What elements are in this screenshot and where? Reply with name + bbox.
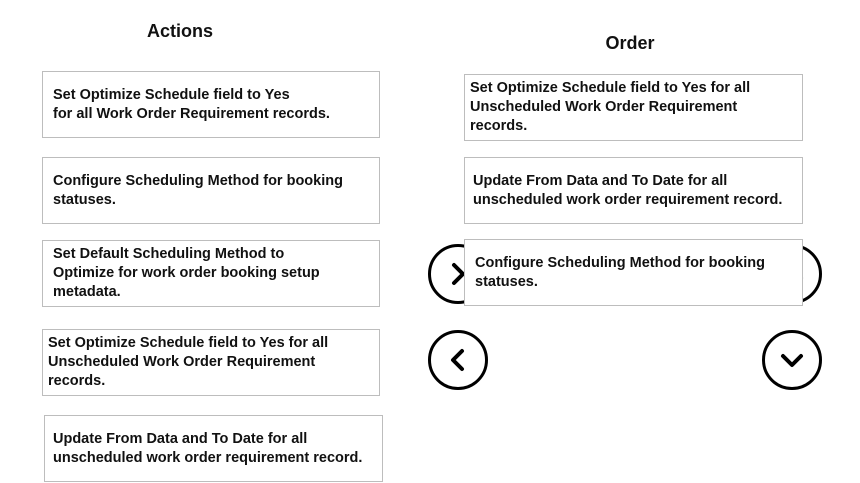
actions-heading: Actions [146, 21, 213, 41]
order-item[interactable] [464, 74, 803, 141]
order-item[interactable] [464, 239, 803, 306]
action-item[interactable] [42, 157, 380, 224]
order-item[interactable] [464, 157, 803, 224]
order-item-label: Configure Scheduling Method for booking statuses. [475, 254, 765, 290]
action-item[interactable] [42, 240, 380, 307]
order-item-label: Update From Data and To Date for all unscheduled work order requirement record. [473, 172, 783, 208]
chevron-down-icon [779, 347, 805, 373]
order-heading: Order [605, 33, 655, 53]
action-item-label: Set Optimize Schedule field to Yes for all Unscheduled Work Order Requirement records. [48, 335, 329, 389]
order-item-label: Set Optimize Schedule field to Yes for all Unscheduled Work Order Requirement records. [470, 80, 751, 134]
action-item[interactable] [44, 415, 383, 482]
action-item-label: Configure Scheduling Method for booking statuses. [53, 172, 343, 208]
action-item-label: Set Optimize Schedule field to Yes for all Work Order Requirement records. [53, 86, 330, 122]
move-left-button[interactable] [428, 330, 488, 390]
action-item[interactable] [42, 329, 380, 396]
action-item[interactable] [42, 71, 380, 138]
move-down-button[interactable] [762, 330, 822, 390]
action-item-label: Set Default Scheduling Method to Optimize for work order booking setup metadata. [53, 246, 320, 300]
chevron-left-icon [445, 347, 471, 373]
action-item-label: Update From Data and To Date for all unscheduled work order requirement record. [53, 430, 363, 466]
